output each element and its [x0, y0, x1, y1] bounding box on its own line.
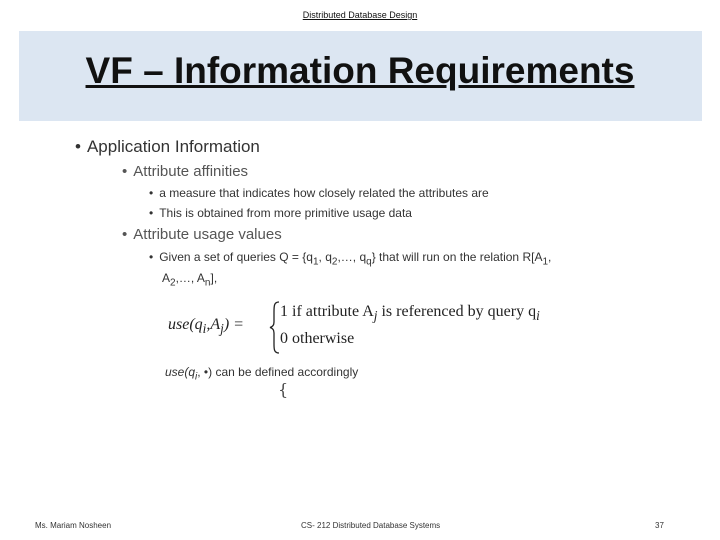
usage-definition-note: $use(q_i$, •) can be defined accordingly [165, 365, 359, 383]
course-header: Distributed Database Design [302, 10, 418, 20]
bullet-usage-data: • This is obtained from more primitive usage data [149, 206, 412, 220]
bullet-dot: • [149, 206, 154, 220]
formula-case-1: 1 if attribute $A_j$ is referenced by query $q_i$ [280, 303, 540, 324]
bullet-affinity-measure: • a measure that indicates how closely related the attributes are [149, 186, 489, 200]
slide-title: VF – Information Requirements [85, 50, 635, 91]
bullet-dot: • [149, 186, 154, 200]
bullet-given-queries: • Given a set of queries $Q = \{q_1$, $q_2,\dots$, $q_q$} that will run on the relation $R[A_1$, $A_2,\dots$, $A_n$], [149, 250, 552, 289]
footer-page-number: 37 [655, 521, 664, 530]
bullet-attribute-usage-values: • Attribute usage values [122, 226, 282, 243]
bullet-attribute-affinities: • Attribute affinities [122, 163, 249, 180]
formula-lhs: $use(q_i,A_j)$ = [168, 316, 244, 337]
bullet-dot: • [149, 250, 154, 264]
bullet-dot: • [75, 137, 81, 156]
bullet-dot: • [122, 226, 128, 243]
footer-course: CS- 212 Distributed Database Systems [301, 521, 441, 530]
bullet-application-information: • Application Information [75, 137, 260, 156]
brace-fragment-icon: { [278, 380, 289, 399]
bullet-dot: • [122, 163, 128, 180]
formula-case-2: 0 otherwise [280, 330, 355, 347]
footer-author: Ms. Mariam Nosheen [35, 521, 112, 530]
